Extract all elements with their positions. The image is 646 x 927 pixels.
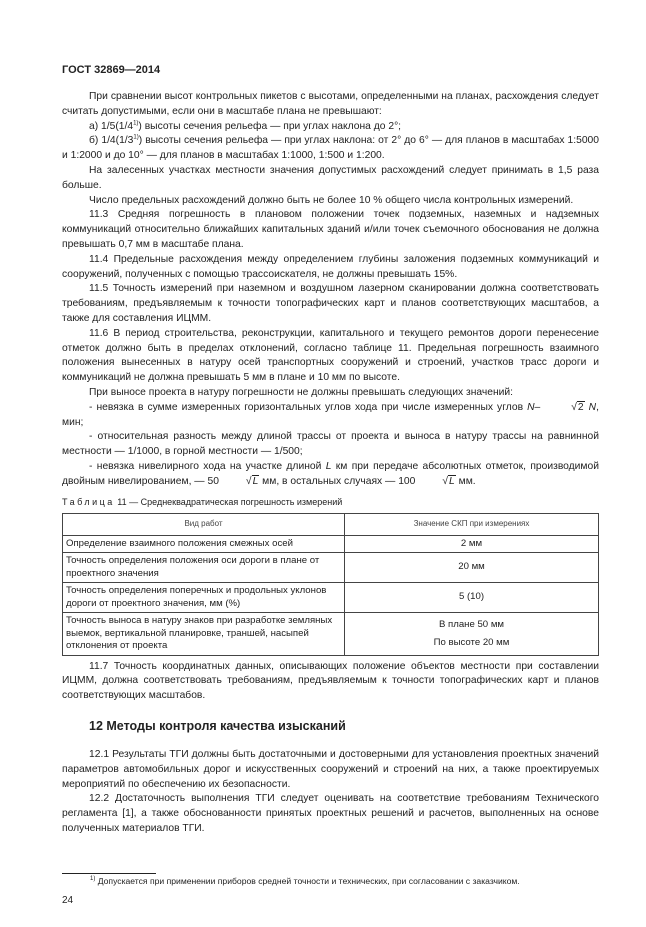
paragraph-11-6: 11.6 В период строительства, реконструкции, капитального и текущего ремонтов дороги перенесение отметок должно быть в пределах отклонений, согласно таблице 11. Предельная погрешность взаимного положения вынесенных в натуру осей транспортных сооружений и строений, участков трасс дороги и коммуникаций не должна превышать 5 мм в плане и 10 мм по высоте. xyxy=(62,327,599,384)
body-text-top xyxy=(62,90,599,490)
document-header: ГОСТ 32869—2014 xyxy=(62,64,161,76)
value-line: По высоте 20 мм xyxy=(433,636,510,648)
cell-value: 5 (10) xyxy=(345,583,599,613)
text: мм, в остальных случаях — 100 xyxy=(259,475,416,487)
table-header-row xyxy=(63,513,599,535)
paragraph-12-2: 12.2 Достаточность выполнения ТГИ следует оценивать на соответствие требованиям Технического регламента [1], а также обоснованности принятых проектных решений и расчетов, выполненных на основе полученных материалов ТГИ. xyxy=(62,793,599,834)
paragraph-11-7-block xyxy=(62,660,599,704)
text: – xyxy=(534,401,545,413)
bullet-1 xyxy=(62,401,599,431)
var: N xyxy=(527,401,535,413)
cell-work: Точность выноса в натуру знаков при разработке земляных выемок, вертикальной планировке, траншей, насыпей отклонения от проекта xyxy=(63,613,345,656)
page xyxy=(62,0,599,927)
text: б) 1/4(1/3 xyxy=(89,135,134,147)
cell-value: 2 мм xyxy=(345,535,599,553)
list-item-a xyxy=(62,120,599,135)
cell-work: Точность определения положения оси дороги в плане от проектного значения xyxy=(63,553,345,583)
text: - невязка нивелирного хода на участке длиной xyxy=(89,460,326,472)
page-number: 24 xyxy=(62,894,74,906)
radicand: L xyxy=(252,475,259,487)
table-row xyxy=(63,553,599,583)
sqrt-expression: √2 xyxy=(571,401,584,413)
footnote xyxy=(90,876,599,887)
paragraph-11-7: 11.7 Точность координатных данных, описывающих положение объектов местности при составлении ИЦММ, должна соответствовать требованиям, предъявляемым к точности топографических карт и планов соответствующих масштабов. xyxy=(62,660,599,702)
table-row xyxy=(63,613,599,656)
footnote-mark: 1) xyxy=(90,875,96,882)
text: ) высоты сечения рельефа — при углах наклона: от 2° до 6° — для планов в масштабах 1:5000 и 1:2000 и до 10° — для планов в масштабах 1:1000, 1:500 и 1:200. xyxy=(62,135,600,162)
table-row xyxy=(63,535,599,553)
cell-work: Точность определения поперечных и продольных уклонов дороги от проектного значения, мм (%) xyxy=(63,583,345,613)
text: , мин; xyxy=(62,401,599,428)
bullet-2: - относительная разность между длиной трассы от проекта и выноса в натуру трассы на равнинной местности — 1/1000, в горной местности — 1/500; xyxy=(62,431,599,458)
column-header: Значение СКП при измерениях xyxy=(345,513,599,535)
paragraph-11-5: 11.5 Точность измерений при наземном и воздушном лазерном сканировании должна соответствовать требованиям, предъявляемым к точности топографических карт и планов соответствующих масштабов, а также для составления ИЦММ. xyxy=(62,283,599,324)
var: N xyxy=(584,401,597,413)
cell-value xyxy=(345,613,599,656)
text: а) 1/5(1/4 xyxy=(89,120,134,132)
paragraph-11-4: 11.4 Предельные расхождения между определением глубины заложения подземных коммуникаций и сооружений, полученных с помощью трассоискателя, не должны превышать 15%. xyxy=(62,253,599,280)
paragraph-12-1: 12.1 Результаты ТГИ должны быть достаточными и достоверными для установления проектных значений параметров автомобильных дорог и искусственных сооружений и строений на них, а также проектируемых мероприятий по обеспечению их безопасности. xyxy=(62,748,599,790)
var: L xyxy=(325,460,332,472)
cell-value: 20 мм xyxy=(345,553,599,583)
footnote-divider xyxy=(62,873,156,874)
text: мм. xyxy=(455,475,476,487)
list-item-b xyxy=(62,134,599,164)
paragraph: На залесенных участках местности значения допустимых расхождений следует принимать в 1,5 раза больше. xyxy=(62,164,599,191)
text: ) высоты сечения рельефа — при углах наклона до 2°; xyxy=(138,120,402,132)
table-11 xyxy=(62,513,599,656)
footnote-ref: 1) xyxy=(133,134,139,141)
table-row xyxy=(63,583,599,613)
sqrt-expression: √L xyxy=(442,475,455,487)
footnote-ref: 1) xyxy=(133,120,139,127)
paragraph: Число предельных расхождений должно быть не более 10 % общего числа контрольных измерений. xyxy=(89,194,574,206)
radicand: 2 xyxy=(577,401,584,413)
bullet-3 xyxy=(62,460,599,490)
section-12-text xyxy=(62,748,599,837)
caption-text: 11 — Среднеквадратическая погрешность измерений xyxy=(114,496,343,507)
paragraph: При выносе проекта в натуру погрешности не должны превышать следующих значений: xyxy=(89,386,514,398)
text: км при передаче абсолютных отметок, производимой двойным нивелированием, — 50 xyxy=(62,460,599,487)
footnote-text: Допускается при применении приборов средней точности и технических, при согласовании с заказчиком. xyxy=(95,875,520,886)
column-header: Вид работ xyxy=(63,513,345,535)
table-caption xyxy=(62,496,599,508)
section-heading: 12 Методы контроля качества изысканий xyxy=(89,718,346,733)
text: - невязка в сумме измеренных горизонтальных углов хода при числе измеренных углов xyxy=(89,401,528,413)
sqrt-expression: √L xyxy=(245,475,259,487)
value-line: В плане 50 мм xyxy=(438,618,505,630)
paragraph-11-3: 11.3 Средняя погрешность в плановом положении точек подземных, наземных и надземных коммуникаций относительно ближайших капитальных зданий и/или точек съемочного обоснования не должна превышать 0,7 мм в масштабе плана. xyxy=(62,209,599,250)
caption-label: Таблица xyxy=(62,496,115,507)
paragraph: При сравнении высот контрольных пикетов с высотами, определенными на планах, расхождения следует считать допустимыми, если они в масштабе плана не превышают: xyxy=(62,91,599,117)
radicand: L xyxy=(449,475,455,487)
cell-work: Определение взаимного положения смежных осей xyxy=(63,535,345,553)
